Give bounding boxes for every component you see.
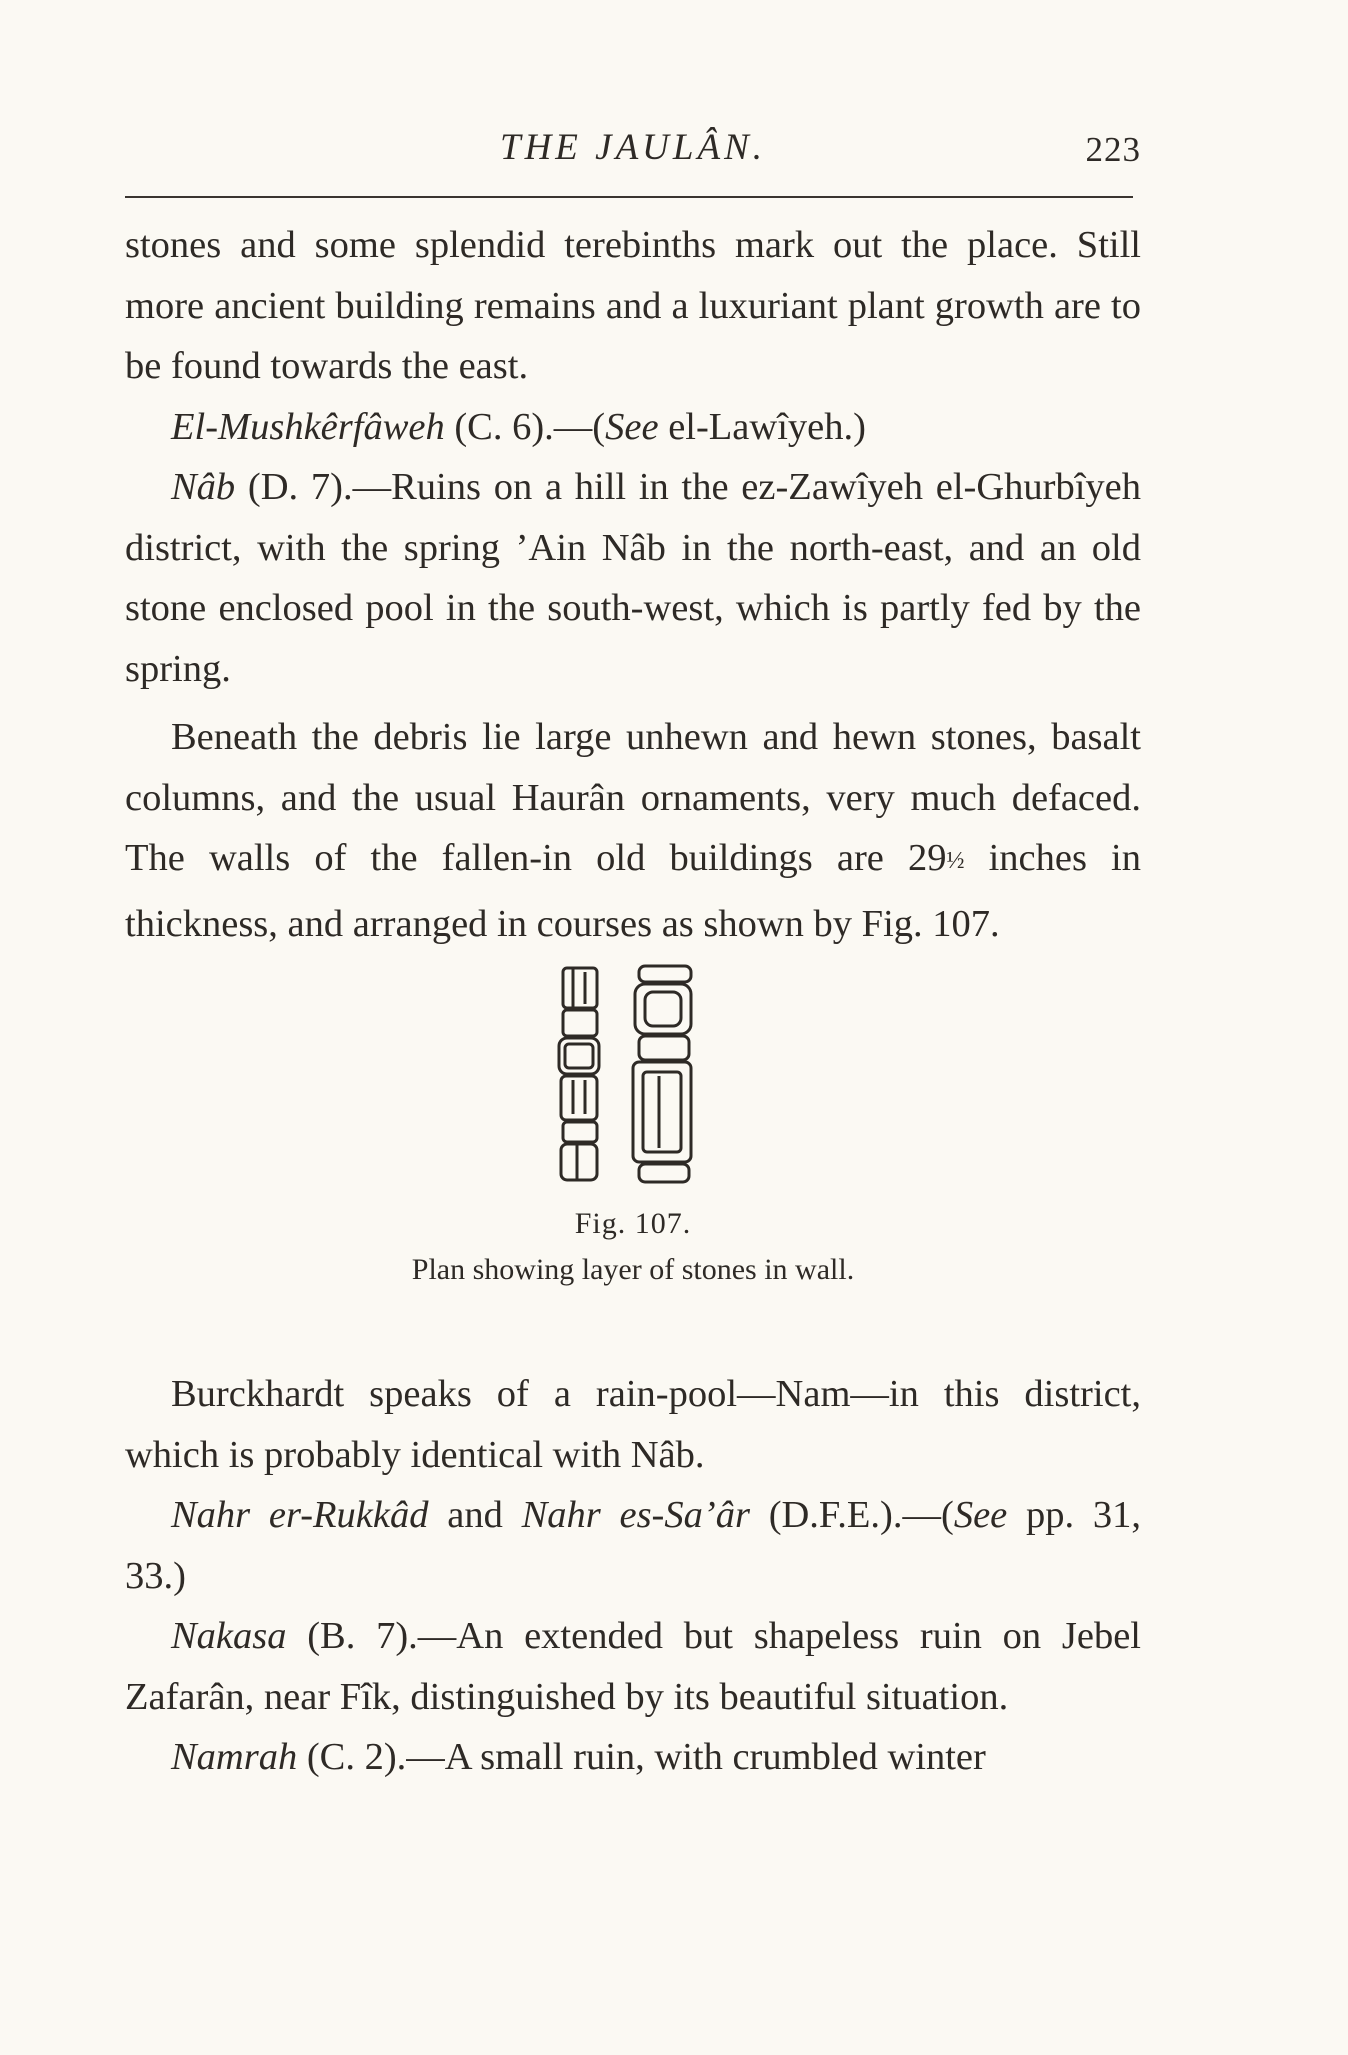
entry-term: Nakasa bbox=[171, 1615, 287, 1657]
entry-term: Nâb bbox=[171, 466, 236, 508]
entry-el-mushkerfaweh: El-Mushkêrfâweh (C. 6).—(See el-Lawîyeh.) bbox=[171, 405, 866, 448]
entry-term: El-Mushkêrfâweh bbox=[171, 405, 445, 448]
paragraph-burckhardt: Burckhardt speaks of a rain-pool—Nam—in this district, which is probably identical with Nâb. bbox=[125, 1373, 1141, 1476]
wall-stones-plan-illustration bbox=[555, 964, 705, 1194]
figure-107 bbox=[125, 954, 1141, 1364]
entry-namrah: Namrah (C. 2).—A small ruin, with crumbled winter bbox=[171, 1736, 986, 1778]
running-title: THE JAULÂN. bbox=[500, 127, 766, 168]
body-text bbox=[125, 215, 1141, 1788]
figure-label: Fig. 107. bbox=[574, 1207, 692, 1240]
page-number: 223 bbox=[1085, 130, 1141, 169]
paragraph-continuation: stones and some splendid terebinths mark out the place. Still more ancient building remains and a luxuriant plant growth are to be found towards the east. bbox=[125, 224, 1141, 387]
entry-nahr: Nahr er-Rukkâd and Nahr es-Sa’âr (D.F.E.).—(See pp. 31, 33.) bbox=[125, 1494, 1141, 1597]
entry-term: Nahr es-Sa’âr bbox=[521, 1494, 750, 1536]
paragraph-nab-description: Beneath the debris lie large unhewn and hewn stones, basalt columns, and the usual Haurân ornaments, very much defaced. The walls of the fallen-in old buildings are 29½ inches in thickness, and arranged in courses as shown by Fig. 107. bbox=[125, 716, 1141, 945]
page-header bbox=[125, 120, 1141, 180]
entry-term: Nahr er-Rukkâd bbox=[171, 1494, 429, 1536]
figure-caption: Plan showing layer of stones in wall. bbox=[411, 1253, 855, 1286]
entry-nakasa: Nakasa (B. 7).—An extended but shapeless ruin on Jebel Zafarân, near Fîk, distinguished by its beautiful situation. bbox=[125, 1615, 1141, 1718]
header-rule bbox=[125, 196, 1133, 198]
entry-nab: Nâb (D. 7).—Ruins on a hill in the ez-Zawîyeh el-Ghurbîyeh district, with the spring ’Ain Nâb in the north-east, and an old stone enclosed pool in the south-west, which is partly fed by the spring. bbox=[125, 466, 1141, 690]
entry-term: Namrah bbox=[171, 1736, 298, 1778]
